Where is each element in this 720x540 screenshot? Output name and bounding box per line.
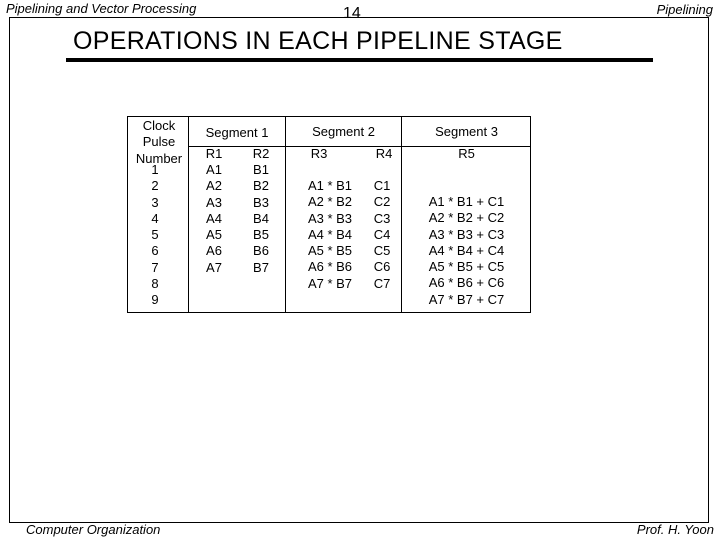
column-divider-2 — [285, 117, 286, 312]
r1-header: R1 — [205, 146, 223, 161]
clock-pulse-header: Clock Pulse Number — [135, 118, 183, 166]
segment-1-header: Segment 1 — [205, 125, 269, 140]
page-number: 14 — [343, 5, 361, 22]
r5-header: R5 — [458, 146, 475, 161]
header-course-title: Pipelining and Vector Processing — [6, 1, 197, 16]
slide-title: OPERATIONS IN EACH PIPELINE STAGE — [73, 27, 563, 55]
pipeline-table — [127, 116, 531, 313]
segment-2-header: Segment 2 — [312, 124, 375, 139]
footer-course: Computer Organization — [26, 522, 161, 537]
clock-pulse-column: 1 2 3 4 5 6 7 8 9 — [151, 162, 159, 308]
r4-header: R4 — [375, 146, 393, 161]
title-underline — [66, 58, 653, 62]
header-topic: Pipelining — [656, 2, 713, 17]
r4-column: C1 C2 C3 C4 C5 C6 C7 — [373, 178, 391, 291]
r3-header: R3 — [310, 146, 328, 161]
r5-column: A1 * B1 + C1 A2 * B2 + C2 A3 * B3 + C3 A4 * B4 + C4 A5 * B5 + C5 A6 * B6 + C6 A7 * B7 + C7 — [428, 194, 505, 307]
r1-column: A1 A2 A3 A4 A5 A6 A7 — [206, 162, 222, 275]
segment-3-header: Segment 3 — [435, 124, 498, 139]
r2-header: R2 — [252, 146, 270, 161]
footer-author: Prof. H. Yoon — [636, 522, 714, 537]
r2-column: B1 B2 B3 B4 B5 B6 B7 — [253, 162, 269, 275]
r3-column: A1 * B1 A2 * B2 A3 * B3 A4 * B4 A5 * B5 A6 * B6 A7 * B7 — [307, 178, 353, 291]
